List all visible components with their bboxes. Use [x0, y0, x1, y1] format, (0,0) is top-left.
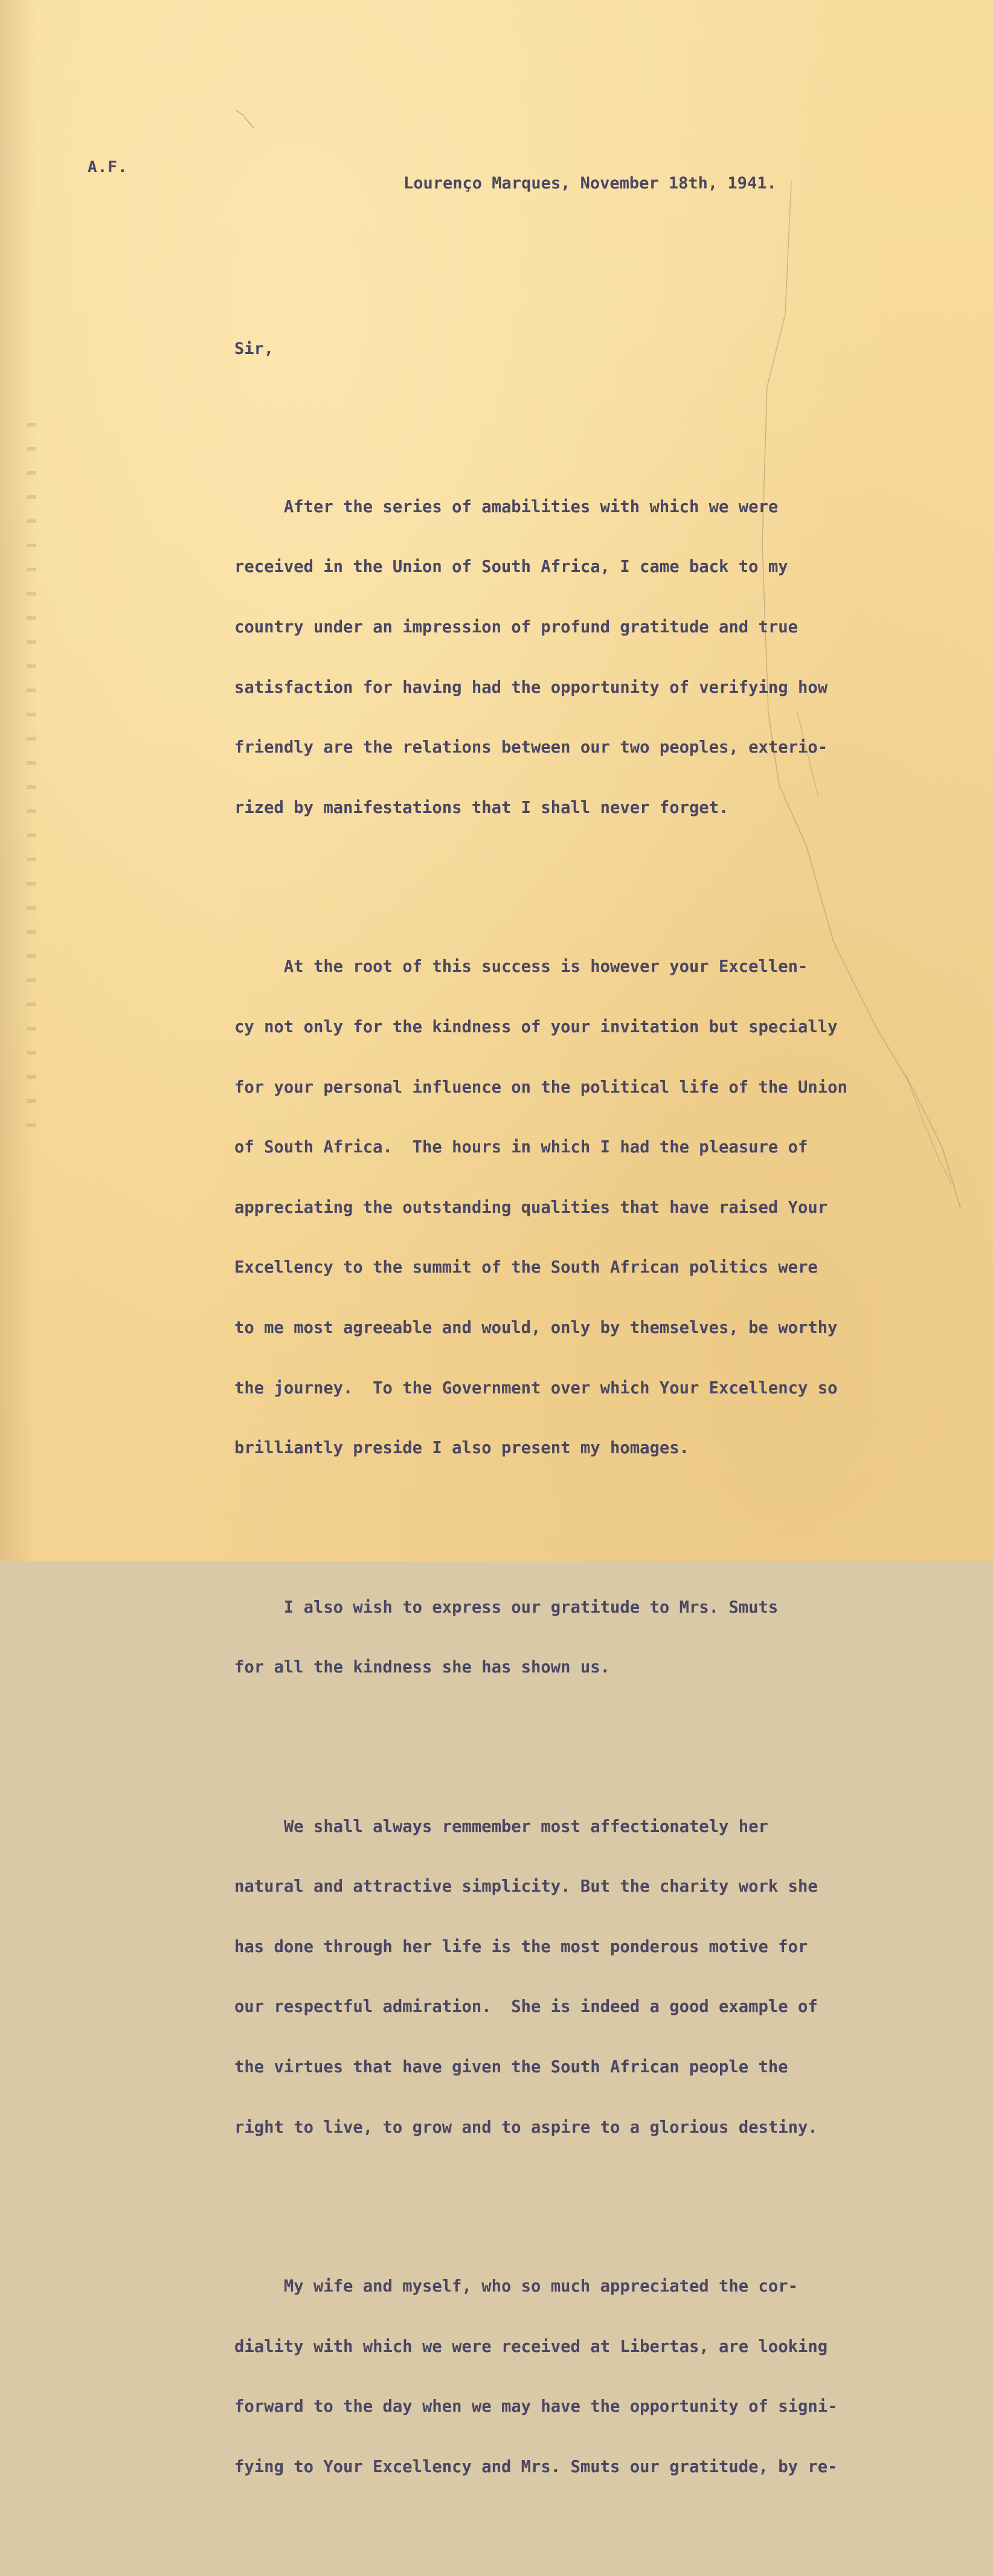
date-line: Lourenço Marques, November 18th, 1941. [403, 174, 777, 193]
paragraph-line: My wife and myself, who so much appreciated the cor- [234, 2277, 798, 2296]
paragraph-line: natural and attractive simplicity. But the charity work she [234, 1877, 818, 1897]
salutation: Sir, [234, 339, 274, 358]
paragraph-2 [234, 917, 983, 1498]
paragraph-line: rized by manifestations that I shall never forget. [234, 798, 729, 817]
paragraph-line: has done through her life is the most ponderous motive for [234, 1937, 808, 1956]
paragraph-line: satisfaction for having had the opportunity of verifying how [234, 678, 828, 697]
paragraph-line: received in the Union of South Africa, I came back to my [234, 557, 788, 577]
paragraph-line: We shall always remmember most affectionately her [234, 1817, 768, 1836]
paragraph-5 [234, 2237, 983, 2517]
paragraph-line: our respectful admiration. She is indeed a good example of [234, 1997, 818, 2017]
paragraph-1 [234, 457, 983, 858]
paragraph-3 [234, 1557, 983, 1718]
paragraph-line: appreciating the outstanding qualities that have raised Your [234, 1198, 828, 1217]
paragraph-line: for your personal influence on the political life of the Union [234, 1078, 847, 1097]
paragraph-line: of South Africa. The hours in which I had the pleasure of [234, 1138, 808, 1157]
paragraph-line: country under an impression of profund gratitude and true [234, 618, 798, 637]
paragraph-line: At the root of this success is however your Excellen- [234, 957, 808, 977]
paragraph-line: friendly are the relations between our two peoples, exterio- [234, 738, 828, 757]
paragraph-line: forward to the day when we may have the opportunity of signi- [234, 2397, 838, 2417]
pencil-mark [236, 110, 254, 128]
paragraph-line: fying to Your Excellency and Mrs. Smuts our gratitude, by re- [234, 2457, 838, 2476]
paragraph-line: the virtues that have given the South African people the [234, 2058, 788, 2077]
paragraph-line: brilliantly preside I also present my homages. [234, 1439, 689, 1458]
paragraph-line: cy not only for the kindness of your invitation but specially [234, 1017, 838, 1036]
paragraph-line: I also wish to express our gratitude to Mrs. Smuts [234, 1598, 779, 1617]
paragraph-line: the journey. To the Government over which Your Excellency so [234, 1378, 838, 1398]
paragraph-line: to me most agreeable and would, only by themselves, be worthy [234, 1318, 838, 1337]
paragraph-line: Excellency to the summit of the South African politics were [234, 1258, 818, 1277]
reference-initials: A.F. [88, 158, 128, 176]
paragraph-4 [234, 1776, 983, 2177]
paragraph-line: After the series of amabilities with which we were [234, 497, 779, 516]
letter-body [234, 417, 983, 2576]
paragraph-line: right to live, to grow and to aspire to a glorious destiny. [234, 2118, 818, 2137]
paragraph-line: for all the kindness she has shown us. [234, 1658, 610, 1677]
paragraph-line: diality with which we were received at Libertas, are looking [234, 2337, 828, 2356]
